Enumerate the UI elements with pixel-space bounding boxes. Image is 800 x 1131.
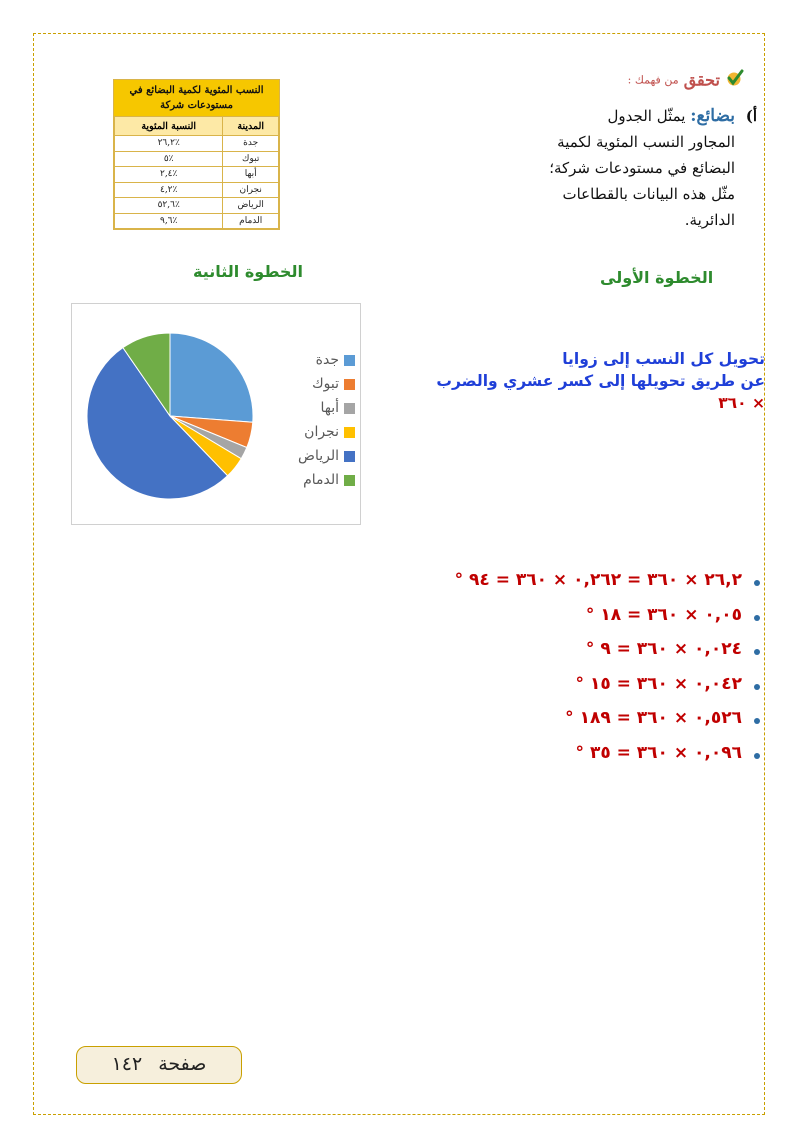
calculation-list (300, 563, 760, 770)
table-cell: تبوك (223, 151, 279, 167)
table-cell: ٪٥ (115, 151, 223, 167)
check-title: تحقق (683, 70, 720, 90)
calculation-item (300, 701, 760, 736)
table-cell: الدمام (223, 213, 279, 229)
legend-swatch (344, 379, 355, 390)
bullet-icon (754, 615, 760, 621)
page-number-badge (76, 1046, 242, 1084)
explanation-line: عن طريق تحويلها إلى كسر عشري والضرب (436, 372, 765, 390)
table-cell: جدة (223, 136, 279, 152)
table-row (115, 182, 279, 198)
table-title-line: النسب المئوية لكمية البضائع في (129, 85, 264, 96)
calculation-text: ٠,٠٢٤ × ٣٦٠ = ٩ ° (585, 639, 742, 660)
calculation-item (300, 667, 760, 702)
table-cell: ٪٢٦,٢ (115, 136, 223, 152)
bullet-icon (754, 580, 760, 586)
bullet-icon (754, 684, 760, 690)
question-line: البضائع في مستودعات شركة؛ (549, 159, 735, 177)
calculation-item (300, 563, 760, 598)
legend-label: جدة (315, 352, 339, 368)
legend-item (277, 468, 355, 492)
first-step-heading: الخطوة الأولى (600, 268, 714, 287)
table-title-line: مستودعات شركة (160, 100, 233, 111)
question-line: المجاور النسب المئوية لكمية (557, 133, 735, 151)
calculation-item (300, 632, 760, 667)
table-cell: نجران (223, 182, 279, 198)
legend-item (277, 444, 355, 468)
percent-table (113, 79, 280, 230)
calculation-item (300, 736, 760, 771)
table-row (115, 198, 279, 214)
page-number: ١٤٢ (111, 1053, 143, 1075)
pie-slice-1 (170, 333, 253, 422)
table-header: المدينة (223, 117, 279, 136)
calculation-text: ٠,٥٢٦ × ٣٦٠ = ١٨٩ ° (565, 708, 742, 729)
legend-item (277, 396, 355, 420)
second-step-heading: الخطوة الثانية (193, 262, 303, 281)
legend-label: الرياض (298, 448, 339, 464)
explanation (390, 348, 765, 414)
calculation-text: ٠,٠٤٢ × ٣٦٠ = ١٥ ° (575, 673, 742, 694)
check-understanding-heading (555, 68, 745, 94)
table-cell: أبها (223, 167, 279, 183)
legend-swatch (344, 475, 355, 486)
table-row (115, 167, 279, 183)
calculation-item (300, 598, 760, 633)
question-line-text: يمثّل الجدول (607, 107, 686, 125)
bullet-icon (754, 718, 760, 724)
check-subtitle: من فهمك : (627, 73, 679, 87)
explanation-line: × ٣٦٠ (718, 394, 765, 412)
table-header: النسبة المئوية (115, 117, 223, 136)
question-line (505, 103, 757, 129)
question-line: مثّل هذه البيانات بالقطاعات (562, 185, 735, 203)
table-cell: الرياض (223, 198, 279, 214)
chart-legend (277, 348, 355, 492)
question-text (505, 103, 757, 233)
legend-swatch (344, 403, 355, 414)
checkmark-icon (725, 68, 745, 92)
table-row (115, 136, 279, 152)
table-cell: ٪٥٢,٦ (115, 198, 223, 214)
legend-label: أبها (320, 400, 339, 416)
legend-swatch (344, 355, 355, 366)
table-title (114, 80, 279, 116)
legend-label: الدمام (303, 472, 339, 488)
legend-swatch (344, 427, 355, 438)
legend-item (277, 420, 355, 444)
table-row (115, 213, 279, 229)
table-header-row (115, 117, 279, 136)
legend-swatch (344, 451, 355, 462)
explanation-line: تحويل كل النسب إلى زوايا (562, 350, 765, 368)
question-line: الدائرية. (684, 211, 735, 229)
bullet-icon (754, 649, 760, 655)
page-label: صفحة (158, 1053, 207, 1075)
legend-label: تبوك (312, 376, 339, 392)
pie-chart (71, 303, 361, 525)
question-letter: أ) (745, 107, 757, 125)
calculation-text: ٠,٠٩٦ × ٣٦٠ = ٣٥ ° (575, 742, 742, 763)
table-cell: ٪٩,٦ (115, 213, 223, 229)
calculation-text: ٢٦,٢ × ٣٦٠ = ٠,٢٦٢ × ٣٦٠ = ٩٤ ° (454, 570, 742, 591)
legend-item (277, 348, 355, 372)
calculation-text: ٠,٠٥ × ٣٦٠ = ١٨ ° (585, 604, 742, 625)
table-cell: ٪٢,٤ (115, 167, 223, 183)
table-cell: ٪٤,٢ (115, 182, 223, 198)
question-keyword: بضائع: (690, 106, 735, 126)
legend-label: نجران (304, 424, 339, 440)
table-row (115, 151, 279, 167)
bullet-icon (754, 753, 760, 759)
legend-item (277, 372, 355, 396)
